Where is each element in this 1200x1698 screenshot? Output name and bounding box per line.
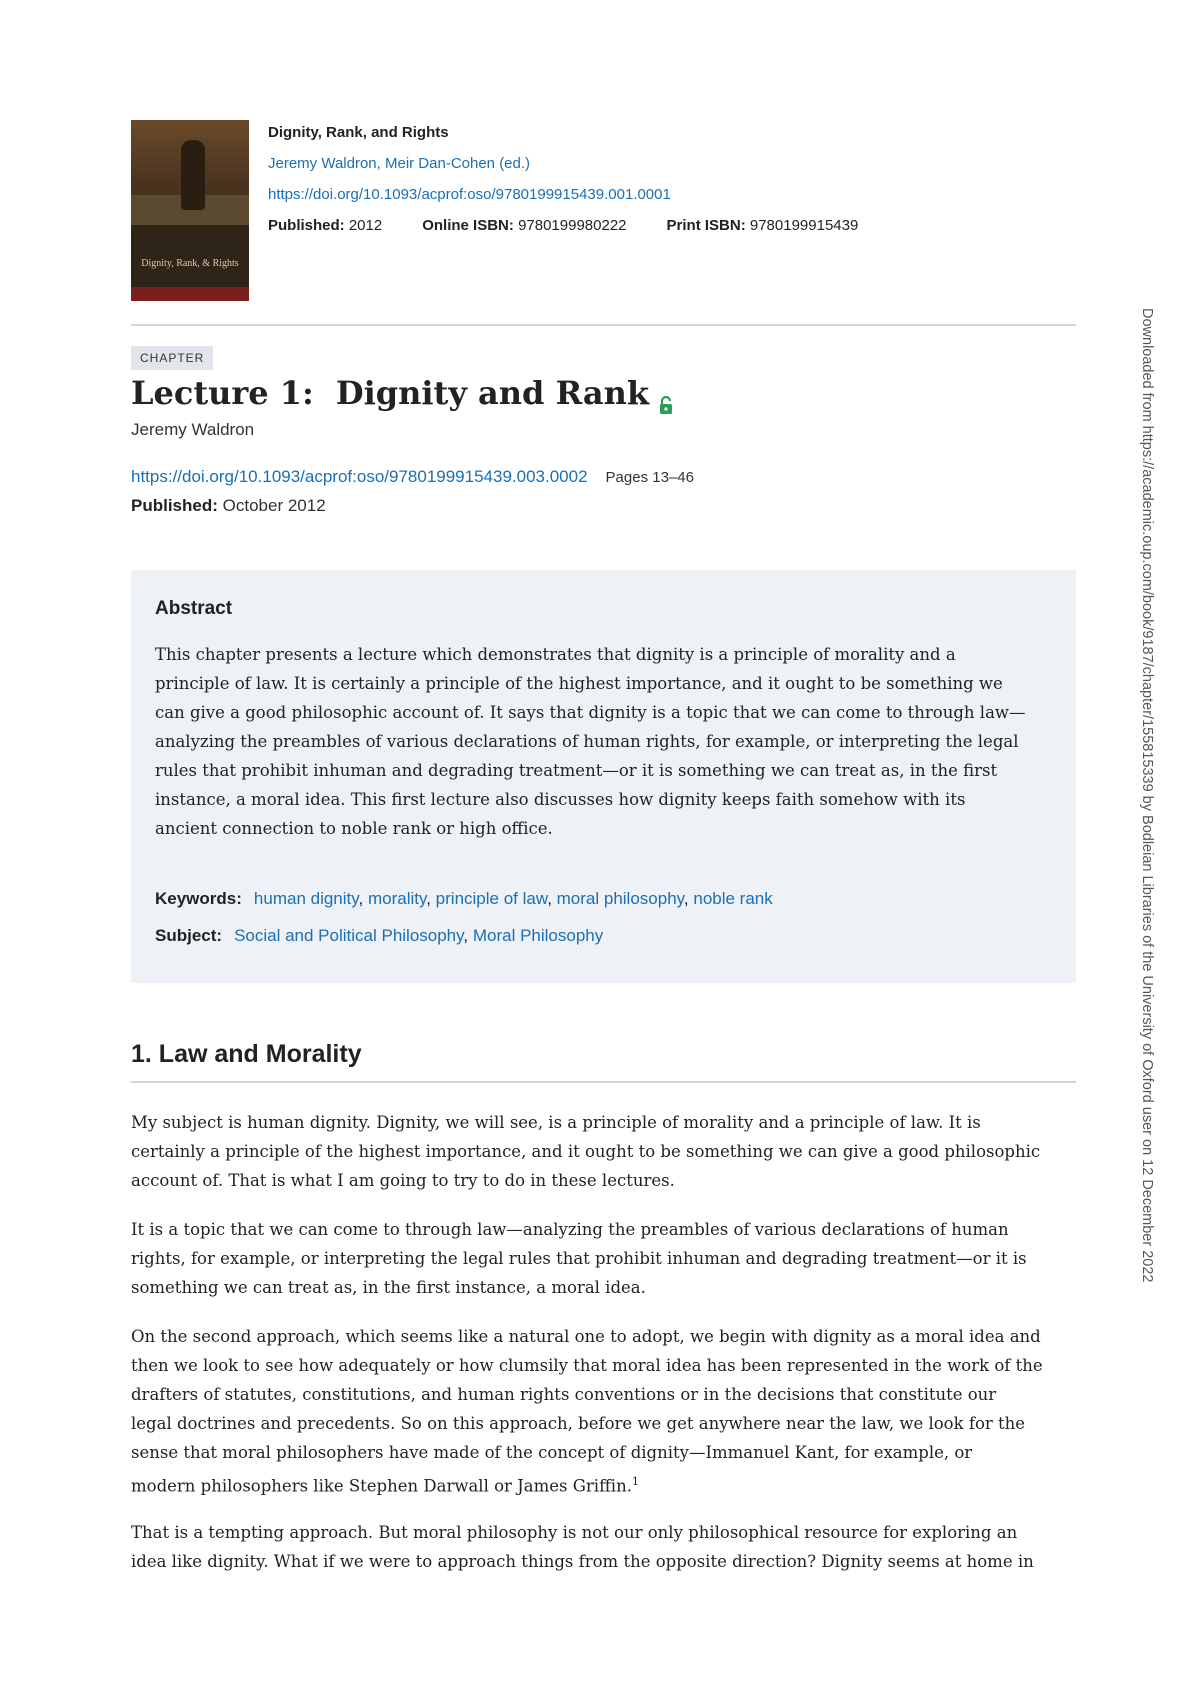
abstract-text	[155, 640, 1053, 843]
book-print-isbn-label: Print ISBN:	[666, 217, 746, 234]
book-doi-link[interactable]: https://doi.org/10.1093/acprof:oso/9780199915439.001.0001	[268, 186, 671, 203]
keyword-link[interactable]: principle of law	[435, 889, 548, 908]
body-paragraph-4	[131, 1518, 1076, 1576]
subject-row: Subject: Social and Political Philosophy, Moral Philosophy	[155, 926, 604, 945]
abstract-line: instance, a moral idea. This first lecture also discusses how dignity keeps faith somehow with its	[155, 790, 966, 809]
book-publication-row	[268, 217, 1068, 234]
keyword-link[interactable]: moral philosophy	[556, 889, 684, 908]
chapter-pages: Pages 13–46	[605, 469, 694, 486]
paragraph-line: That is a tempting approach. But moral philosophy is not our only philosophical resource for exploring an	[131, 1523, 1018, 1542]
abstract-line: ancient connection to noble rank or high office.	[155, 819, 553, 838]
subject-link[interactable]: Social and Political Philosophy	[234, 926, 464, 945]
book-print-isbn-value: 9780199915439	[749, 217, 859, 234]
abstract-line: This chapter presents a lecture which demonstrates that dignity is a principle of morality and a	[155, 645, 956, 664]
keyword-link[interactable]: noble rank	[693, 889, 773, 908]
paragraph-line: idea like dignity. What if we were to approach things from the opposite direction? Dignity seems at home in	[131, 1552, 1034, 1571]
abstract-line: can give a good philosophic account of. It says that dignity is a topic that we can come to through law—	[155, 703, 1026, 722]
book-online-isbn-label: Online ISBN:	[422, 217, 514, 234]
abstract-line: analyzing the preambles of various declarations of human rights, for example, or interpreting the legal	[155, 732, 1019, 751]
book-authors-link[interactable]: Jeremy Waldron, Meir Dan-Cohen (ed.)	[268, 155, 531, 172]
keywords-row: Keywords: human dignity, morality, principle of law, moral philosophy, noble rank	[155, 889, 773, 908]
chapter-title-text: Dignity and Rank	[335, 374, 650, 412]
chapter-published-value: October 2012	[222, 496, 326, 515]
paragraph-line: certainly a principle of the highest importance, and it ought to be something we can give a good philosophic	[131, 1142, 1041, 1161]
book-published	[268, 217, 382, 234]
paragraph-line: My subject is human dignity. Dignity, we will see, is a principle of morality and a principle of law. It is	[131, 1113, 981, 1132]
chapter-published-label: Published:	[131, 496, 218, 515]
chapter-badge: CHAPTER	[131, 346, 213, 370]
chapter-doi-row	[131, 467, 694, 487]
book-cover-image[interactable]	[131, 120, 249, 301]
abstract-line: rules that prohibit inhuman and degrading treatment—or it is something we can treat as, in the first	[155, 761, 998, 780]
book-header	[131, 120, 1076, 302]
body-paragraph-2	[131, 1215, 1076, 1302]
cover-strip	[131, 287, 249, 301]
paragraph-line: account of. That is what I am going to try to do in these lectures.	[131, 1171, 675, 1190]
abstract-heading: Abstract	[155, 598, 233, 619]
section-rule	[131, 1081, 1076, 1083]
abstract-box	[131, 570, 1076, 983]
paragraph-line: On the second approach, which seems like a natural one to adopt, we begin with dignity as a moral idea and	[131, 1327, 1041, 1346]
section-heading: 1. Law and Morality	[131, 1040, 362, 1068]
keywords-label: Keywords:	[155, 889, 242, 908]
subject-link[interactable]: Moral Philosophy	[472, 926, 604, 945]
keyword-link[interactable]: human dignity	[253, 889, 359, 908]
paragraph-line: then we look to see how adequately or how clumsily that moral idea has been represented in the work of the	[131, 1356, 1043, 1375]
paragraph-line: sense that moral philosophers have made of the concept of dignity—Immanuel Kant, for example, or	[131, 1443, 973, 1462]
footnote-link[interactable]: 1	[631, 1475, 639, 1488]
book-title[interactable]: Dignity, Rank, and Rights	[268, 124, 449, 141]
cover-figure	[181, 140, 205, 210]
header-divider	[131, 324, 1076, 326]
subject-label: Subject:	[155, 926, 223, 945]
book-published-value: 2012	[348, 217, 383, 234]
paragraph-line: something we can treat as, in the first instance, a moral idea.	[131, 1278, 646, 1297]
cover-title: Dignity, Rank, & Rights	[141, 258, 239, 269]
paragraph-line: drafters of statutes, constitutions, and human rights conventions or in the decisions that constitute our	[131, 1385, 997, 1404]
cover-band	[131, 225, 249, 289]
chapter-author-link[interactable]: Jeremy Waldron	[131, 420, 255, 439]
book-print-isbn	[667, 217, 859, 234]
lock-open-icon	[659, 384, 673, 402]
chapter-title	[131, 374, 673, 412]
chapter-title-number: Lecture 1:	[131, 374, 314, 412]
paragraph-line: It is a topic that we can come to through law—analyzing the preambles of various declarations of human	[131, 1220, 1009, 1239]
paragraph-line: rights, for example, or interpreting the legal rules that prohibit inhuman and degrading treatment—or it is	[131, 1249, 1027, 1268]
book-published-label: Published:	[268, 217, 345, 234]
body-paragraph-1	[131, 1108, 1076, 1195]
download-notice: Downloaded from https://academic.oup.com/book/9187/chapter/155815339 by Bodleian Libraries of the University of Oxford user on 12 December 2022	[1139, 308, 1155, 1283]
body-paragraph-3	[131, 1322, 1076, 1501]
book-meta	[268, 124, 1068, 234]
paragraph-line: legal doctrines and precedents. So on this approach, before we get anywhere near the law, we look for the	[131, 1414, 1026, 1433]
abstract-line: principle of law. It is certainly a principle of the highest importance, and it ought to be something we	[155, 674, 1003, 693]
paragraph-line: modern philosophers like Stephen Darwall or James Griffin.	[131, 1476, 632, 1496]
chapter-published	[131, 496, 326, 516]
keyword-link[interactable]: morality	[367, 889, 427, 908]
book-online-isbn	[422, 217, 626, 234]
chapter-doi-link[interactable]: https://doi.org/10.1093/acprof:oso/9780199915439.003.0002	[131, 467, 588, 486]
book-online-isbn-value: 9780199980222	[518, 217, 627, 234]
